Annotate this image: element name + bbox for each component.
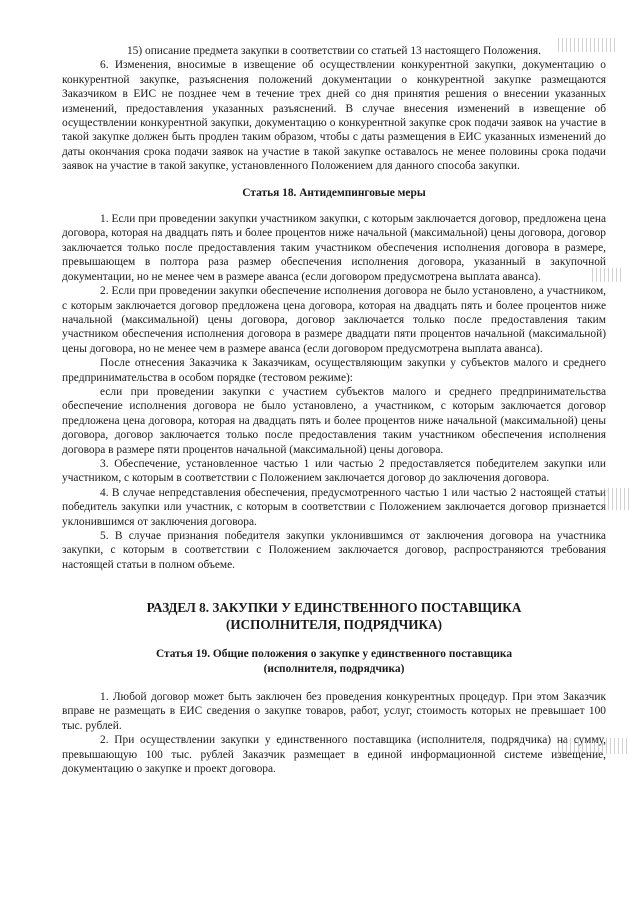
article-19-paragraph-1: 1. Любой договор может быть заключен без проведения конкурентных процедур. При этом Заказчик вправе не размещать в ЕИС сведения о закупке товаров, работ, услуг, стоимость которых не превышает 100 тыс. рублей. xyxy=(62,691,606,732)
stamp-artifact-right xyxy=(604,488,632,510)
article-18-title: Статья 18. Антидемпинговые меры xyxy=(242,186,426,199)
article-18-paragraph-4: 4. В случае непредставления обеспечения, предусмотренного частью 1 или частью 2 настоящей статьи победитель закупки или участник, с которым в соответствии с Положением заключается договор признается уклонившимся от заключения договора. xyxy=(62,486,606,528)
article-19-title-line-2: (исполнителя, подрядчика) xyxy=(263,662,405,675)
section-8-heading-line-1: РАЗДЕЛ 8. ЗАКУПКИ У ЕДИНСТВЕННОГО ПОСТАВЩИКА xyxy=(146,600,522,616)
article-18-paragraph-sme: После отнесения Заказчика к Заказчикам, осуществляющим закупки у субъектов малого и среднего предпринимательства в особом порядке (тестовом режиме): xyxy=(62,357,606,384)
article-19-title-line-1: Статья 19. Общие положения о закупке у единственного поставщика xyxy=(155,648,513,661)
section-8-heading-line-2: (ИСПОЛНИТЕЛЯ, ПОДРЯДЧИКА) xyxy=(225,616,443,632)
section-8-heading xyxy=(62,600,606,633)
stamp-artifact-bottom xyxy=(558,738,628,754)
stamp-artifact-mid xyxy=(592,268,622,282)
paragraph-item-6: 6. Изменения, вносимые в извещение об осуществлении конкурентной закупки, документацию о конкурентной закупке, разъяснения положений документации о конкурентной закупке размещаются Заказчиком в ЕИС не позднее чем в течение трех дней со дня принятия решения о внесении указанных изменений, предоставления указанных разъяснений. В случае внесения изменений в извещение об осуществлении конкурентной закупки, документацию о конкурентной закупке срок подачи заявок на участие в такой закупке должен быть продлен таким образом, чтобы с даты размещения в ЕИС указанных изменений до даты окончания срока подачи заявок на участие в такой закупке оставалось не менее половины срока подачи заявок на участие в такой закупке, установленного Положением для данного способа закупки. xyxy=(62,59,606,173)
stamp-artifact-top xyxy=(558,38,618,52)
article-18-paragraph-2: 2. Если при проведении закупки обеспечение исполнения договора не было установлено, а участником, с которым заключается договор предложена цена договора, которая на двадцать пять и более процентов ниже начальной (максимальной) цены договора, договор заключается только после предоставления таким участником обеспечения исполнения договора в размере двадцати пяти процентов начальной (максимальной) цены договора, но не менее чем в размере аванса (если договором предусмотрена выплата аванса). xyxy=(62,285,606,355)
article-18-paragraph-sme-condition: если при проведении закупки с участием субъектов малого и среднего предпринимательства обеспечение исполнения договора не было установлено, а участником, с которым заключается договор предложена цена договора, которая на двадцать пять и более процентов ниже начальной (максимальной) цены договора, договор заключается только после предоставления таким участником обеспечения исполнения договора в размере пяти процентов начальной (максимальной) цены договора. xyxy=(62,385,606,456)
article-19-paragraph-2: 2. При осуществлении закупки у единственного поставщика (исполнителя, подрядчика) на сумму, превышающую 100 тыс. рублей Заказчик размещает в единой информационной системе извещение, документацию о закупке и проект договора. xyxy=(62,734,606,776)
article-18-paragraph-1: 1. Если при проведении закупки участником закупки, с которым заключается договор, предложена цена договора, которая на двадцать пять и более процентов ниже начальной (максимальной) цены договора, договор заключается только после предоставления таким участником обеспечения исполнения договора в размере, превышающем в полтора раза размер обеспечения исполнения договора, указанный в закупочной документации, но не менее чем в размере аванса (если договором предусмотрена выплата аванса). xyxy=(62,213,606,283)
list-item-15: 15) описание предмета закупки в соответствии со статьей 13 настоящего Положения. xyxy=(126,45,542,57)
article-18-paragraph-5: 5. В случае признания победителя закупки уклонившимся от заключения договора на участника закупки, с которым в соответствии с Положением заключается договор, распространяются требования настоящей статьи в полном объеме. xyxy=(62,530,606,571)
article-19-title xyxy=(62,647,606,676)
article-18-paragraph-3: 3. Обеспечение, установленное частью 1 или частью 2 предоставляется победителем закупки или участником, с которым в соответствии с Положением заключается договор до заключения договора. xyxy=(62,457,606,485)
